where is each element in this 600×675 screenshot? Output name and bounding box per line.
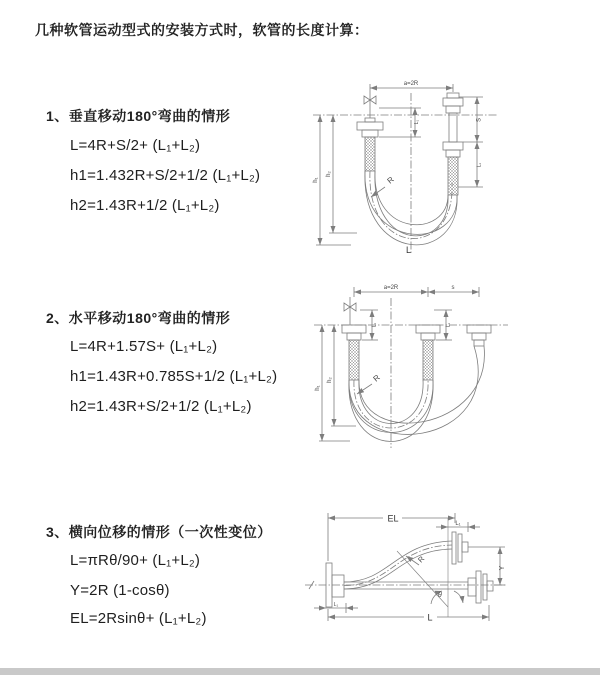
section2-formula-h2: h2=1.43R+S/2+1/2 (L₁+L₂) — [70, 398, 252, 415]
label-r: R — [416, 554, 427, 565]
braid-section — [423, 340, 433, 380]
label-h1: h₁ — [315, 385, 321, 391]
section3-formula-L: L=πRθ/90+ (L₁+L₂) — [70, 552, 201, 569]
label-l: L — [406, 245, 412, 255]
label-a2r: a=2R — [383, 285, 399, 291]
label-l1-top: L₁ — [455, 521, 461, 527]
label-y: Y — [499, 565, 506, 571]
left-pipe-flange — [357, 118, 383, 171]
section3-heading: 3、横向位移的情形（一次性变位） — [46, 524, 272, 540]
diagram1-drawing — [313, 84, 497, 255]
valve-icon — [344, 297, 356, 325]
label-a2r: a=2R — [403, 81, 419, 87]
diagram-vertical-180-bend — [305, 75, 505, 260]
braid-section — [448, 157, 458, 195]
upper-flange — [452, 532, 468, 564]
section3-formula-EL: EL=2Rsinθ+ (L₁+L₂) — [70, 610, 207, 627]
diagram2-drawing — [314, 287, 508, 448]
braid-section — [365, 137, 375, 171]
label-l1-mid: L₁ — [445, 322, 452, 328]
hose-u-arcs — [349, 346, 485, 442]
label-r: R — [371, 372, 382, 384]
label-l1-left: L₁ — [371, 322, 378, 328]
page-bottom-edge — [0, 668, 600, 675]
label-el: EL — [387, 513, 399, 524]
label-r: R — [385, 174, 396, 186]
label-s: s — [451, 285, 455, 291]
section1-formula-h1: h1=1.432R+S/2+1/2 (L₁+L₂) — [70, 167, 261, 184]
section2-formula-h1: h1=1.43R+0.785S+1/2 (L₁+L₂) — [70, 368, 278, 385]
label-l1-pipe: L₁ — [414, 119, 420, 125]
label-h2: h₂ — [327, 377, 333, 383]
label-h1: h₁ — [313, 177, 319, 183]
label-h2: h₂ — [326, 171, 332, 177]
section2-formula-L: L=4R+1.57S+ (L₁+L₂) — [70, 338, 218, 355]
diagram-horizontal-180-bend — [310, 280, 515, 465]
right-pipe-flange — [467, 325, 491, 346]
braid-section — [349, 340, 359, 380]
label-s: S — [476, 117, 483, 123]
label-l1-left: L₁ — [333, 602, 339, 608]
theta-arc-right — [454, 591, 463, 603]
label-l: L — [427, 612, 433, 623]
valve-icon — [364, 92, 376, 118]
middle-pipe-flange — [416, 325, 440, 380]
label-l1-right: L₁ — [476, 162, 483, 168]
page-title: 几种软管运动型式的安装方式时，软管的长度计算： — [35, 22, 369, 38]
section1-heading: 1、垂直移动180°弯曲的情形 — [46, 108, 231, 124]
section2-heading: 2、水平移动180°弯曲的情形 — [46, 310, 231, 326]
section1-formula-L: L=4R+S/2+ (L₁+L₂) — [70, 137, 201, 154]
section1-formula-h2: h2=1.43R+1/2 (L₁+L₂) — [70, 197, 220, 214]
left-pipe-flange — [342, 325, 366, 380]
right-pipe-flange — [443, 93, 463, 195]
straight-pipe-original — [344, 571, 493, 603]
label-theta: θ — [438, 592, 442, 599]
diagram-lateral-displacement — [300, 505, 512, 650]
section3-formula-Y: Y=2R (1-cosθ) — [70, 582, 170, 599]
